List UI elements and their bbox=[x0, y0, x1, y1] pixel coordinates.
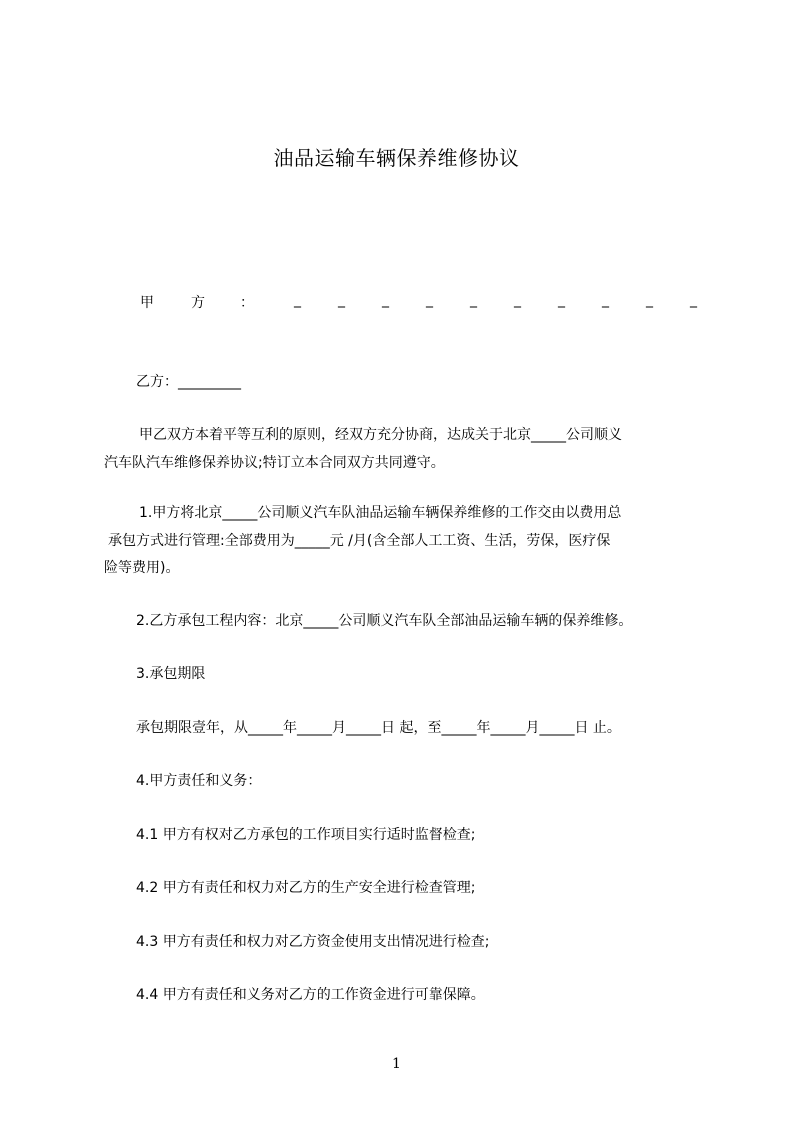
party-a-blank: _ bbox=[602, 292, 609, 308]
clause-3-text: 承包期限壹年，从_____年_____月_____日 起，至_____年_____月_____日 止。 bbox=[136, 720, 621, 736]
clause-4-item: 4.2 甲方有责任和权力对乙方的生产安全进行检查管理; bbox=[136, 880, 476, 896]
party-a-blank: _ bbox=[426, 292, 433, 308]
clause-4-item: 4.1 甲方有权对乙方承包的工作项目实行适时监督检查; bbox=[136, 827, 476, 843]
clause-3-heading: 3.承包期限 bbox=[136, 666, 206, 682]
intro-line-2: 汽车队汽车维修保养协议;特订立本合同双方共同遵守。 bbox=[104, 455, 445, 471]
page-number: 1 bbox=[392, 1056, 401, 1072]
intro-line-1: 甲乙双方本着平等互利的原则，经双方充分协商，达成关于北京_____公司顺义 bbox=[139, 427, 622, 443]
party-a-char-2: 方 bbox=[191, 295, 205, 311]
party-a-blank: _ bbox=[382, 292, 389, 308]
party-a-blank: _ bbox=[338, 292, 345, 308]
clause-4-heading: 4.甲方责任和义务： bbox=[136, 773, 262, 789]
party-a-blank: _ bbox=[646, 292, 653, 308]
party-a-blank: _ bbox=[470, 292, 477, 308]
party-a-char-1: 甲 bbox=[140, 295, 154, 311]
clause-1-line-1: 1.甲方将北京_____公司顺义汽车队油品运输车辆保养维修的工作交由以费用总 bbox=[139, 505, 622, 521]
party-b-line: 乙方：_________ bbox=[136, 374, 241, 390]
clause-1-line-3: 险等费用)。 bbox=[104, 560, 180, 576]
clause-2: 2.乙方承包工程内容：北京_____公司顺义汽车队全部油品运输车辆的保养维修。 bbox=[136, 613, 633, 629]
party-a-blank: _ bbox=[514, 292, 521, 308]
party-a-blank: _ bbox=[558, 292, 565, 308]
clause-4-item: 4.3 甲方有责任和权力对乙方资金使用支出情况进行检查; bbox=[136, 934, 490, 950]
clause-1-line-2: 承包方式进行管理:全部费用为_____元 /月(含全部人工工资、生活，劳保，医疗保 bbox=[108, 533, 611, 549]
party-a-line bbox=[136, 292, 706, 314]
party-a-blank: _ bbox=[690, 292, 697, 308]
document-title: 油品运输车辆保养维修协议 bbox=[273, 146, 520, 170]
clause-4-item: 4.4 甲方有责任和义务对乙方的工作资金进行可靠保障。 bbox=[136, 987, 485, 1003]
party-a-colon: ： bbox=[240, 295, 254, 311]
party-a-blank: _ bbox=[294, 292, 301, 308]
